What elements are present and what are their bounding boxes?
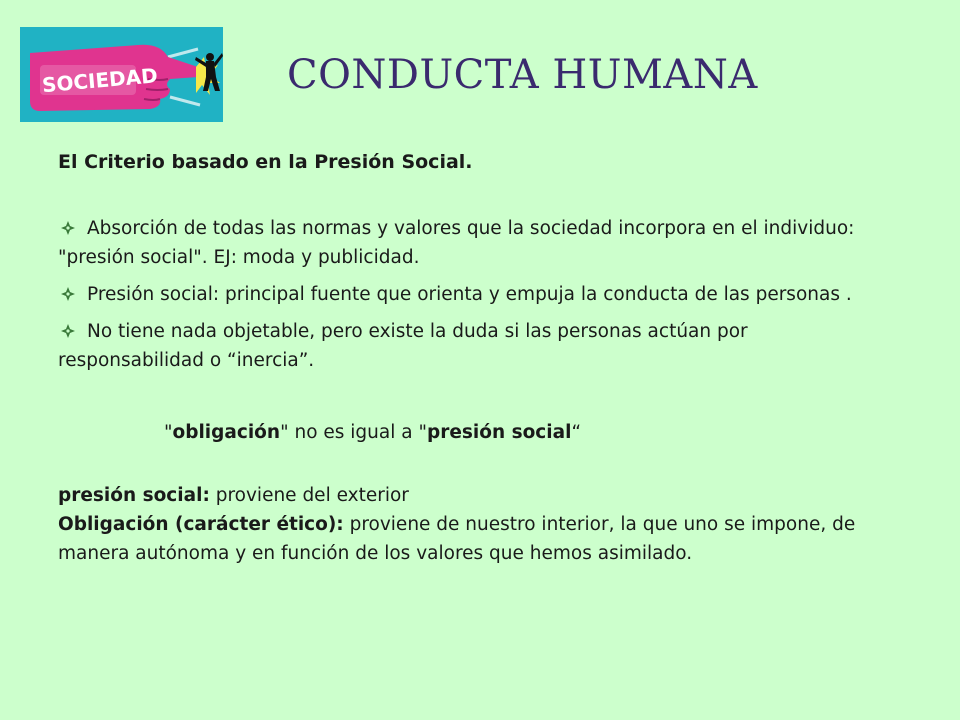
definition-item bbox=[58, 510, 878, 568]
sociedad-logo bbox=[20, 27, 223, 122]
bullet-text: Presión social: principal fuente que orienta y empuja la conducta de las personas . bbox=[87, 284, 852, 305]
definition-term: presión social: bbox=[58, 485, 210, 506]
bullet-list bbox=[58, 214, 878, 375]
close-quote: “ bbox=[571, 422, 582, 443]
definitions bbox=[58, 481, 878, 568]
bullet-text: No tiene nada objetable, pero existe la duda si las personas actúan por responsabilidad o “inercia”. bbox=[58, 321, 748, 371]
open-quote: " bbox=[164, 422, 173, 443]
term-obligacion: obligación bbox=[172, 422, 281, 443]
term-presion-social: presión social bbox=[427, 422, 572, 443]
list-item bbox=[58, 317, 878, 375]
definition-term: Obligación (carácter ético): bbox=[58, 514, 344, 535]
list-item bbox=[58, 214, 878, 272]
diamond-bullet-icon bbox=[61, 324, 75, 338]
comparison-middle: " no es igual a " bbox=[280, 422, 427, 443]
list-item bbox=[58, 280, 878, 309]
slide-content bbox=[58, 148, 878, 568]
page-title: CONDUCTA HUMANA bbox=[287, 52, 758, 98]
comparison-line bbox=[164, 419, 878, 447]
definition-text: proviene de nuestro interior, la que uno se impone, de manera autónoma y en función de los valores que hemos asimilado. bbox=[58, 514, 856, 564]
definition-text: proviene del exterior bbox=[209, 485, 409, 506]
diamond-bullet-icon bbox=[61, 221, 75, 235]
diamond-bullet-icon bbox=[61, 287, 75, 301]
svg-text:SOCIEDAD: SOCIEDAD bbox=[41, 63, 159, 98]
definition-item bbox=[58, 481, 878, 510]
bullet-text: Absorción de todas las normas y valores que la sociedad incorpora en el individuo: "presión social". EJ: moda y publicidad. bbox=[58, 218, 855, 268]
subtitle: El Criterio basado en la Presión Social. bbox=[58, 151, 473, 173]
